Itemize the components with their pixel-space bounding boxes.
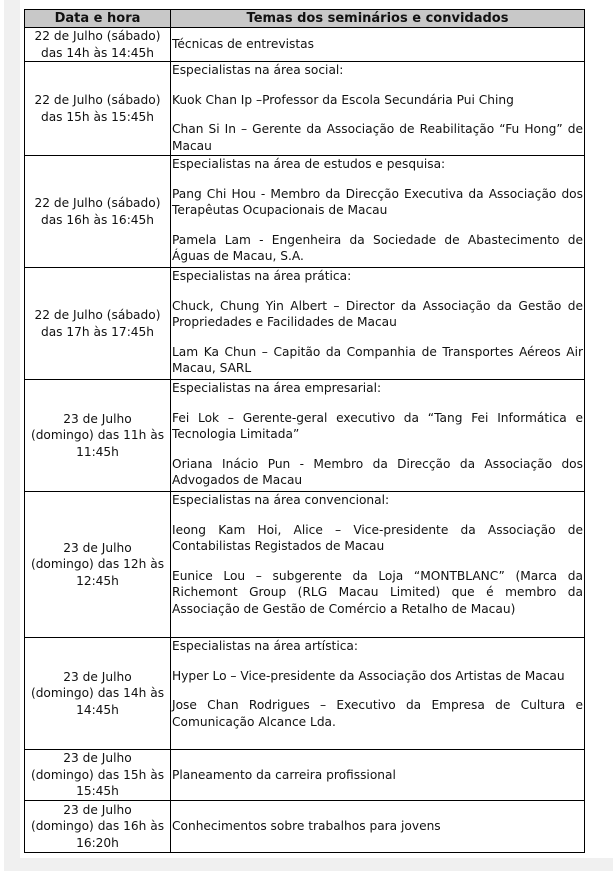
session-date-cell <box>25 801 171 853</box>
guest-entry: Lam Ka Chun – Capitão da Companhia de Transportes Aéreos Air Macau, SARL <box>172 344 583 375</box>
session-topic-heading: Planeamento da carreira profissional <box>172 767 396 782</box>
table-row <box>25 750 585 801</box>
guest-entry: Hyper Lo – Vice-presidente da Associação dos Artistas de Macau <box>172 668 565 683</box>
session-topic-heading: Especialistas na área de estudos e pesquisa: <box>172 157 446 171</box>
session-date-line: das 14h às 14:45h <box>40 45 155 60</box>
session-date-line: das 17h às 17:45h <box>40 324 155 339</box>
guest-entry: Oriana Inácio Pun - Membro da Direcção da Associação dos Advogados de Macau <box>172 456 583 487</box>
session-date-line: 22 de Julho (sábado) <box>34 93 161 107</box>
session-date-cell <box>25 638 171 750</box>
guest-entry: Ieong Kam Hoi, Alice – Vice-presidente da Associação de Contabilistas Registados de Macau <box>172 522 583 553</box>
session-topic-cell <box>171 750 585 801</box>
table-row <box>25 268 585 380</box>
session-date-cell <box>25 62 171 156</box>
session-date-line: 22 de Julho (sábado) <box>34 308 161 322</box>
session-date-cell <box>25 750 171 801</box>
session-date-line: 16:20h <box>76 835 119 850</box>
session-date-line: (domingo) das 16h às <box>30 819 165 834</box>
session-date-line: (domingo) das 11h às <box>30 428 165 443</box>
session-topic-cell <box>171 62 585 156</box>
session-topic-heading: Especialistas na área prática: <box>172 269 352 283</box>
guest-entry: Pang Chi Hou - Membro da Direcção Executiva da Associação dos Terapêutas Ocupacionais de Macau <box>172 186 583 217</box>
table-row <box>25 156 585 268</box>
session-date-line: (domingo) das 14h às <box>30 686 165 701</box>
session-topic-cell <box>171 638 585 750</box>
session-date-line: das 16h às 16:45h <box>40 212 155 227</box>
session-topic-heading: Técnicas de entrevistas <box>172 37 314 52</box>
topic-column-header: Temas dos seminários e convidados <box>171 10 585 28</box>
session-date-line: 23 de Julho <box>63 540 132 555</box>
session-topic-cell <box>171 268 585 380</box>
session-topic-cell <box>171 492 585 638</box>
session-topic-heading: Especialistas na área artística: <box>172 639 358 653</box>
date-column-header: Data e hora <box>25 10 171 28</box>
session-date-line: 11:45h <box>76 444 119 459</box>
session-date-line: (domingo) das 15h às <box>30 767 165 782</box>
table-row <box>25 62 585 156</box>
table-header-row <box>25 10 585 28</box>
session-date-line: 23 de Julho <box>63 802 132 817</box>
table-row <box>25 638 585 750</box>
guest-entry: Eunice Lou – subgerente da Loja “MONTBLANC” (Marca da Richemont Group (RLG Macau Limited) que é membro da Associação de Gestão de Comércio a Retalho de Macau) <box>172 568 583 616</box>
session-date-line: 23 de Julho <box>63 669 132 684</box>
bottom-strip <box>4 858 613 871</box>
session-date-line: 22 de Julho (sábado) <box>34 196 161 210</box>
seminar-schedule-table <box>24 9 585 853</box>
guest-entry: Chuck, Chung Yin Albert – Director da Associação da Gestão de Propriedades e Facilidades de Macau <box>172 298 583 329</box>
session-topic-cell <box>171 801 585 853</box>
table-row <box>25 380 585 492</box>
session-date-line: (domingo) das 12h às <box>30 557 165 572</box>
session-date-cell <box>25 156 171 268</box>
session-topic-heading: Conhecimentos sobre trabalhos para jovens <box>172 819 441 834</box>
table-row <box>25 492 585 638</box>
guest-entry: Kuok Chan Ip –Professor da Escola Secundária Pui Ching <box>172 92 514 107</box>
session-topic-heading: Especialistas na área convencional: <box>172 493 390 507</box>
session-date-cell <box>25 28 171 62</box>
guest-entry: Chan Si In – Gerente da Associação de Reabilitação “Fu Hong” de Macau <box>172 122 583 153</box>
session-date-line: 23 de Julho <box>63 751 132 766</box>
guest-entry: Pamela Lam - Engenheira da Sociedade de Abastecimento de Águas de Macau, S.A. <box>172 232 583 263</box>
session-date-line: 15:45h <box>76 784 119 799</box>
table-row <box>25 28 585 62</box>
session-topic-cell <box>171 380 585 492</box>
guest-entry: Fei Lok – Gerente-geral executivo da “Tang Fei Informática e Tecnologia Limitada” <box>172 410 583 441</box>
session-topic-cell <box>171 156 585 268</box>
guest-entry: Jose Chan Rodrigues – Executivo da Empresa de Cultura e Comunicação Alcance Lda. <box>172 698 583 729</box>
session-date-line: 23 de Julho <box>63 411 132 426</box>
session-date-cell <box>25 380 171 492</box>
left-margin-strip <box>4 0 20 858</box>
session-date-cell <box>25 492 171 638</box>
session-date-line: 22 de Julho (sábado) <box>34 29 161 43</box>
session-topic-cell <box>171 28 585 62</box>
session-topic-heading: Especialistas na área empresarial: <box>172 381 382 395</box>
session-date-line: das 15h às 15:45h <box>40 109 155 124</box>
session-topic-heading: Especialistas na área social: <box>172 63 344 77</box>
table-row <box>25 801 585 853</box>
session-date-line: 14:45h <box>76 702 119 717</box>
session-date-cell <box>25 268 171 380</box>
session-date-line: 12:45h <box>76 573 119 588</box>
